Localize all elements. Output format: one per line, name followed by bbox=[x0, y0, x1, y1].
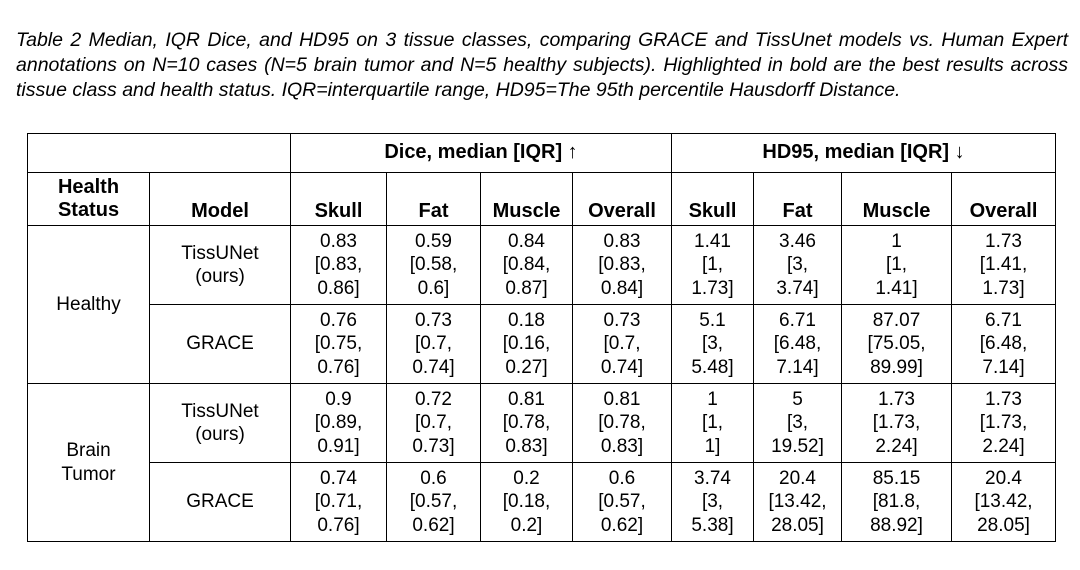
header-line: Health bbox=[57, 175, 120, 198]
value-line: [0.16, bbox=[502, 333, 551, 355]
value-line: 0.76 bbox=[320, 309, 357, 331]
value-line: 5.1 bbox=[699, 309, 726, 331]
value-line: 0.81 bbox=[603, 388, 641, 410]
value-line: 0.74] bbox=[600, 356, 644, 378]
value-cell bbox=[387, 463, 481, 542]
model-cell bbox=[150, 305, 291, 384]
value-line: 28.05] bbox=[771, 514, 824, 536]
value-line: 20.4 bbox=[985, 467, 1022, 489]
dice-skull-header: Skull bbox=[291, 173, 387, 226]
value-cell bbox=[481, 305, 573, 384]
dice-muscle-header: Muscle bbox=[481, 173, 573, 226]
value-line: 3.74 bbox=[694, 467, 731, 489]
value-line: [0.78, bbox=[502, 412, 551, 434]
value-line: [0.83, bbox=[314, 254, 363, 276]
value-line: [0.7, bbox=[415, 333, 452, 355]
value-line: [0.7, bbox=[415, 412, 452, 434]
value-line: 0.2] bbox=[510, 514, 543, 536]
hd95-skull-header: Skull bbox=[672, 173, 754, 226]
value-line: 89.99] bbox=[870, 356, 923, 378]
value-line: 0.6 bbox=[420, 467, 447, 489]
value-line: [6.48, bbox=[773, 333, 822, 355]
value-line: [1, bbox=[701, 254, 724, 276]
value-cell bbox=[291, 305, 387, 384]
value-line: [75.05, bbox=[867, 333, 926, 355]
value-line: [0.58, bbox=[409, 254, 458, 276]
model-cell bbox=[150, 384, 291, 463]
model-label: GRACE bbox=[186, 333, 254, 355]
value-line: 85.15 bbox=[872, 467, 921, 489]
value-line: 0.83] bbox=[600, 435, 644, 457]
value-line: 5.48] bbox=[691, 356, 734, 378]
model-label: GRACE bbox=[186, 491, 254, 513]
table-row bbox=[28, 305, 1056, 384]
value-line: 0.73 bbox=[603, 309, 641, 331]
value-line: 19.52] bbox=[771, 435, 824, 457]
model-cell bbox=[150, 226, 291, 305]
hd95-overall-header: Overall bbox=[952, 173, 1056, 226]
value-line: 3.74] bbox=[776, 277, 819, 299]
value-line: 1.73 bbox=[878, 388, 915, 410]
value-line: 0.27] bbox=[505, 356, 548, 378]
value-cell bbox=[842, 226, 952, 305]
value-line: 0.62] bbox=[412, 514, 455, 536]
best-value-cell bbox=[952, 226, 1056, 305]
value-cell bbox=[842, 384, 952, 463]
best-value-cell bbox=[573, 384, 672, 463]
value-line: 1.73] bbox=[691, 277, 734, 299]
value-line: 0.83 bbox=[603, 230, 641, 252]
value-line: 0.72 bbox=[415, 388, 452, 410]
value-line: [0.57, bbox=[409, 491, 458, 513]
value-line: 0.62] bbox=[600, 514, 644, 536]
value-line: 3.46 bbox=[779, 230, 816, 252]
value-line: 1 bbox=[891, 230, 902, 252]
value-line: [1.73, bbox=[872, 412, 921, 434]
value-line: 0.2 bbox=[513, 467, 540, 489]
value-line: 7.14] bbox=[982, 356, 1025, 378]
value-cell bbox=[842, 305, 952, 384]
best-value-cell bbox=[573, 463, 672, 542]
value-line: 7.14] bbox=[776, 356, 819, 378]
value-line: [81.8, bbox=[872, 491, 921, 513]
value-line: 0.76] bbox=[317, 514, 360, 536]
value-line: 0.73] bbox=[412, 435, 455, 457]
value-line: 0.86] bbox=[317, 277, 360, 299]
header-line: Status bbox=[57, 199, 120, 221]
value-line: 88.92] bbox=[870, 514, 923, 536]
model-label: TissUNet bbox=[181, 400, 259, 422]
value-cell bbox=[481, 384, 573, 463]
value-line: [13.42, bbox=[974, 491, 1033, 513]
value-line: [0.78, bbox=[598, 412, 646, 434]
health-status-cell bbox=[28, 226, 150, 384]
value-cell bbox=[754, 384, 842, 463]
value-line: 2.24] bbox=[875, 435, 918, 457]
value-cell bbox=[754, 226, 842, 305]
table-row bbox=[28, 226, 1056, 305]
value-line: 87.07 bbox=[872, 309, 921, 331]
model-label: (ours) bbox=[195, 424, 245, 445]
health-status-label: Tumor bbox=[61, 463, 116, 485]
value-line: 0.74] bbox=[412, 356, 455, 378]
value-line: [0.75, bbox=[314, 333, 363, 355]
results-table bbox=[27, 133, 1056, 542]
dice-overall-header: Overall bbox=[573, 173, 672, 226]
value-cell bbox=[672, 226, 754, 305]
value-line: 0.87] bbox=[505, 277, 548, 299]
value-line: [0.71, bbox=[314, 491, 363, 513]
value-line: 5 bbox=[792, 388, 803, 410]
hd95-fat-header: Fat bbox=[754, 173, 842, 226]
value-line: 0.6] bbox=[417, 277, 450, 299]
value-line: [0.84, bbox=[502, 254, 551, 276]
value-line: [0.18, bbox=[502, 491, 551, 513]
table-row bbox=[28, 463, 1056, 542]
value-line: 5.38] bbox=[691, 514, 734, 536]
value-line: [13.42, bbox=[768, 491, 827, 513]
value-line: 0.76] bbox=[317, 356, 360, 378]
value-line: 0.81 bbox=[508, 388, 545, 410]
value-line: 1.41 bbox=[694, 230, 731, 252]
value-line: [1, bbox=[701, 412, 724, 434]
best-value-cell bbox=[573, 305, 672, 384]
value-line: 0.83 bbox=[320, 230, 357, 252]
value-line: 1.73 bbox=[985, 230, 1022, 252]
value-line: 0.59 bbox=[415, 230, 452, 252]
value-line: [0.57, bbox=[598, 491, 646, 513]
value-cell bbox=[842, 463, 952, 542]
group-header-row bbox=[28, 134, 1056, 173]
best-value-cell bbox=[573, 226, 672, 305]
value-line: 0.6 bbox=[608, 467, 636, 489]
value-line: 0.91] bbox=[317, 435, 360, 457]
health-status-label: Brain bbox=[66, 440, 111, 461]
value-line: [0.89, bbox=[314, 412, 363, 434]
value-cell bbox=[291, 463, 387, 542]
value-line: [0.83, bbox=[598, 254, 646, 276]
value-line: [1.41, bbox=[979, 254, 1028, 276]
value-line: 6.71 bbox=[779, 309, 816, 331]
health-status-label: Healthy bbox=[56, 293, 121, 315]
value-line: 1.73] bbox=[982, 277, 1025, 299]
value-line: 0.18 bbox=[508, 309, 545, 331]
health-status-header bbox=[28, 173, 150, 226]
value-cell bbox=[672, 463, 754, 542]
value-cell bbox=[672, 305, 754, 384]
value-cell bbox=[291, 384, 387, 463]
value-line: [6.48, bbox=[979, 333, 1028, 355]
dice-fat-header: Fat bbox=[387, 173, 481, 226]
hd95-muscle-header: Muscle bbox=[842, 173, 952, 226]
value-line: 1] bbox=[704, 435, 721, 457]
dice-group-header: Dice, median [IQR] ↑ bbox=[291, 134, 672, 173]
table-caption: Table 2 Median, IQR Dice, and HD95 on 3 tissue classes, comparing GRACE and TissUnet models vs. Human Expert annotations on N=10 cases (N=5 brain tumor and N=5 healthy subjects). Highlighted in bold are the best results across tissue class and health status. IQR=interquartile range, HD95=The 95th percentile Hausdorff Distance. bbox=[16, 28, 1068, 101]
value-cell bbox=[387, 384, 481, 463]
column-header-row bbox=[28, 173, 1056, 226]
best-value-cell bbox=[952, 305, 1056, 384]
value-line: 6.71 bbox=[985, 309, 1022, 331]
value-cell bbox=[672, 384, 754, 463]
value-line: [1, bbox=[885, 254, 908, 276]
table-row bbox=[28, 384, 1056, 463]
value-cell bbox=[754, 463, 842, 542]
value-line: 0.83] bbox=[505, 435, 548, 457]
value-line: 2.24] bbox=[982, 435, 1025, 457]
value-cell bbox=[481, 463, 573, 542]
best-value-cell bbox=[952, 384, 1056, 463]
value-line: [1.73, bbox=[979, 412, 1028, 434]
value-line: 28.05] bbox=[977, 514, 1030, 536]
value-cell bbox=[754, 305, 842, 384]
value-line: 0.74 bbox=[320, 467, 357, 489]
model-header: Model bbox=[150, 173, 291, 226]
value-line: 0.73 bbox=[415, 309, 452, 331]
value-cell bbox=[291, 226, 387, 305]
model-label: (ours) bbox=[195, 266, 245, 287]
value-cell bbox=[387, 305, 481, 384]
value-line: 1.41] bbox=[875, 277, 918, 299]
value-line: [3, bbox=[701, 333, 724, 355]
value-cell bbox=[387, 226, 481, 305]
value-line: [3, bbox=[701, 491, 724, 513]
value-line: [3, bbox=[786, 412, 809, 434]
value-line: 0.84] bbox=[600, 277, 644, 299]
value-line: 0.84 bbox=[508, 230, 545, 252]
model-label: TissUNet bbox=[181, 242, 259, 264]
model-cell bbox=[150, 463, 291, 542]
value-line: 0.9 bbox=[325, 388, 352, 410]
value-line: 1.73 bbox=[985, 388, 1022, 410]
value-line: 1 bbox=[707, 388, 718, 410]
value-line: [3, bbox=[786, 254, 809, 276]
best-value-cell bbox=[952, 463, 1056, 542]
value-cell bbox=[481, 226, 573, 305]
health-status-cell bbox=[28, 384, 150, 542]
value-line: [0.7, bbox=[603, 333, 641, 355]
hd95-group-header: HD95, median [IQR] ↓ bbox=[672, 134, 1056, 173]
value-line: 20.4 bbox=[779, 467, 816, 489]
table-body bbox=[28, 226, 1056, 542]
empty-corner-cell bbox=[28, 134, 291, 173]
